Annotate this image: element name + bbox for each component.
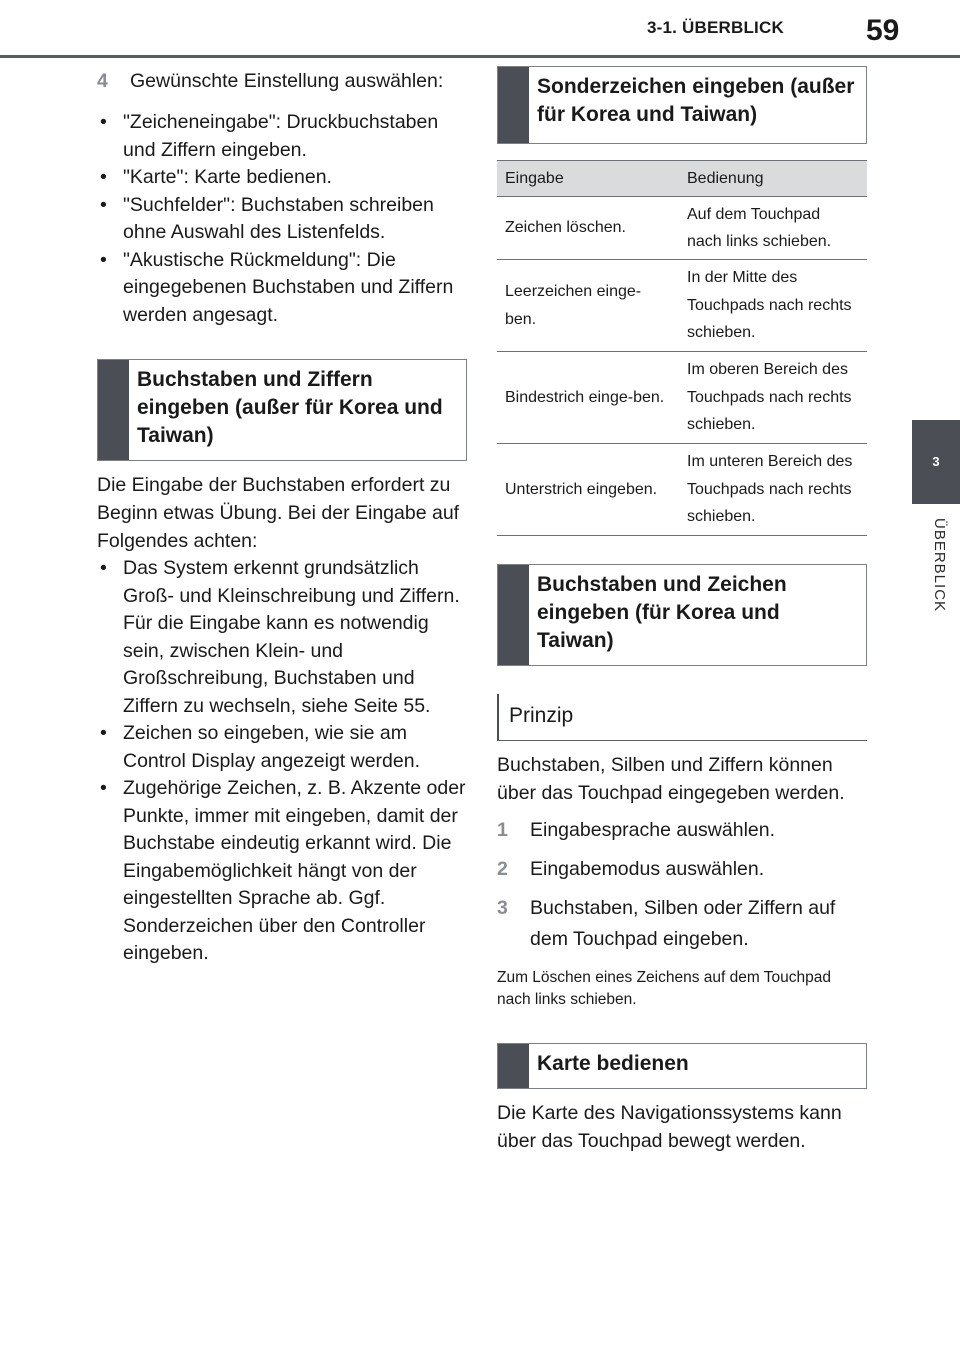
- column-header: Bedienung: [679, 161, 867, 197]
- step-number: 2: [497, 858, 508, 880]
- list-item: • Das System erkennt grundsätzlich Groß- und Kleinschreibung und Ziffern. Für die Eingabe kann es notwendig sein, zwischen Klein- und Großschreibung, Buchstaben und Ziffern zu wechseln, siehe Seite 55.: [100, 557, 460, 717]
- heading-bar: [498, 1044, 529, 1088]
- heading-bar: [498, 565, 529, 665]
- step-2: [497, 854, 867, 885]
- list-item: • "Zeicheneingabe": Druckbuchstaben und Ziffern eingeben.: [100, 111, 439, 161]
- tips-list: [97, 555, 467, 968]
- heading-text: Karte bedienen: [537, 1052, 689, 1075]
- header-divider: [0, 55, 960, 58]
- chapter-label: ÜBERBLICK: [931, 518, 948, 613]
- left-column: [97, 66, 467, 968]
- list-item: • "Suchfelder": Buchstaben schreiben ohne Auswahl des Listenfelds.: [100, 193, 434, 243]
- table-cell: In der Mitte des Touchpads nach rechts schieben.: [679, 260, 867, 352]
- section-title: 3-1. ÜBERBLICK: [647, 18, 784, 37]
- settings-list: [97, 109, 467, 329]
- section-heading-korea: [497, 564, 867, 666]
- bullet-icon: •: [100, 193, 107, 216]
- list-item: • Zeichen so eingeben, wie sie am Control Display angezeigt werden.: [100, 722, 420, 772]
- table-row: [497, 352, 867, 444]
- heading-bar: [98, 360, 129, 460]
- step-text: Eingabemodus auswählen.: [530, 858, 765, 880]
- intro-paragraph: Die Eingabe der Buchstaben erfordert zu Beginn etwas Übung. Bei der Eingabe auf Folgendes achten:: [97, 474, 460, 552]
- table-cell: Im unteren Bereich des Touchpads nach rechts schieben.: [679, 444, 867, 536]
- subheading-principle: [497, 694, 867, 741]
- list-item: • "Karte": Karte bedienen.: [97, 164, 467, 192]
- special-characters-table: [497, 160, 867, 536]
- bullet-icon: •: [100, 166, 107, 188]
- bullet-icon: •: [100, 248, 107, 271]
- table-row: [497, 197, 867, 260]
- section-heading-letters: [97, 359, 467, 461]
- step-3: [497, 893, 867, 955]
- table-cell: Im oberen Bereich des Touchpads nach rechts schieben.: [679, 352, 867, 444]
- principle-paragraph: Buchstaben, Silben und Ziffern können über das Touchpad eingegeben werden.: [497, 754, 845, 804]
- step-number: 4: [97, 70, 108, 92]
- heading-text: Sonderzeichen eingeben (außer für Korea und Taiwan): [537, 75, 855, 126]
- list-item: • Zugehörige Zeichen, z. B. Akzente oder Punkte, immer mit eingeben, damit der Buchstabe eindeutig erkannt wird. Die Eingabemöglichkeit hängt von der eingestellten Sprache ab. Ggf. Sonderzeichen über den Controller eingeben.: [100, 777, 466, 964]
- right-column: [497, 66, 867, 1155]
- table-cell: Unterstrich eingeben.: [497, 444, 679, 536]
- delete-note: Zum Löschen eines Zeichens auf dem Touchpad nach links schieben.: [497, 969, 832, 1008]
- step-text: Buchstaben, Silben oder Ziffern auf dem Touchpad eingeben.: [530, 897, 836, 950]
- map-paragraph: Die Karte des Navigationssystems kann über das Touchpad bewegt werden.: [497, 1102, 842, 1152]
- section-heading-map: [497, 1043, 867, 1089]
- bullet-icon: •: [100, 722, 107, 744]
- step-text: Gewünschte Einstellung auswählen:: [130, 70, 444, 92]
- section-heading-special: [497, 66, 867, 144]
- step-text: Eingabesprache auswählen.: [530, 819, 776, 841]
- step-4: [97, 66, 467, 97]
- page-number: 59: [866, 14, 900, 47]
- principle-steps: [497, 815, 867, 955]
- list-item: • "Akustische Rückmeldung": Die eingegebenen Buchstaben und Ziffern werden angesagt.: [100, 248, 454, 326]
- table-row: [497, 260, 867, 352]
- subheading-text: Prinzip: [509, 704, 574, 727]
- column-header: Eingabe: [497, 161, 679, 197]
- bullet-icon: •: [100, 111, 107, 133]
- heading-text: Buchstaben und Ziffern eingeben (außer für Korea und Taiwan): [137, 368, 443, 447]
- table-cell: Auf dem Touchpad nach links schieben.: [679, 197, 867, 260]
- step-1: [497, 815, 867, 846]
- table-header-row: [497, 161, 867, 197]
- table-cell: Leerzeichen einge-ben.: [497, 260, 679, 352]
- table-row: [497, 444, 867, 536]
- heading-bar: [498, 67, 529, 143]
- table-cell: Bindestrich einge-ben.: [497, 352, 679, 444]
- heading-text: Buchstaben und Zeichen eingeben (für Korea und Taiwan): [537, 573, 787, 652]
- bullet-icon: •: [100, 777, 107, 799]
- bullet-icon: •: [100, 557, 107, 579]
- step-number: 1: [497, 819, 508, 841]
- step-number: 3: [497, 897, 508, 919]
- chapter-tab[interactable]: 3: [912, 420, 960, 504]
- table-cell: Zeichen löschen.: [497, 197, 679, 260]
